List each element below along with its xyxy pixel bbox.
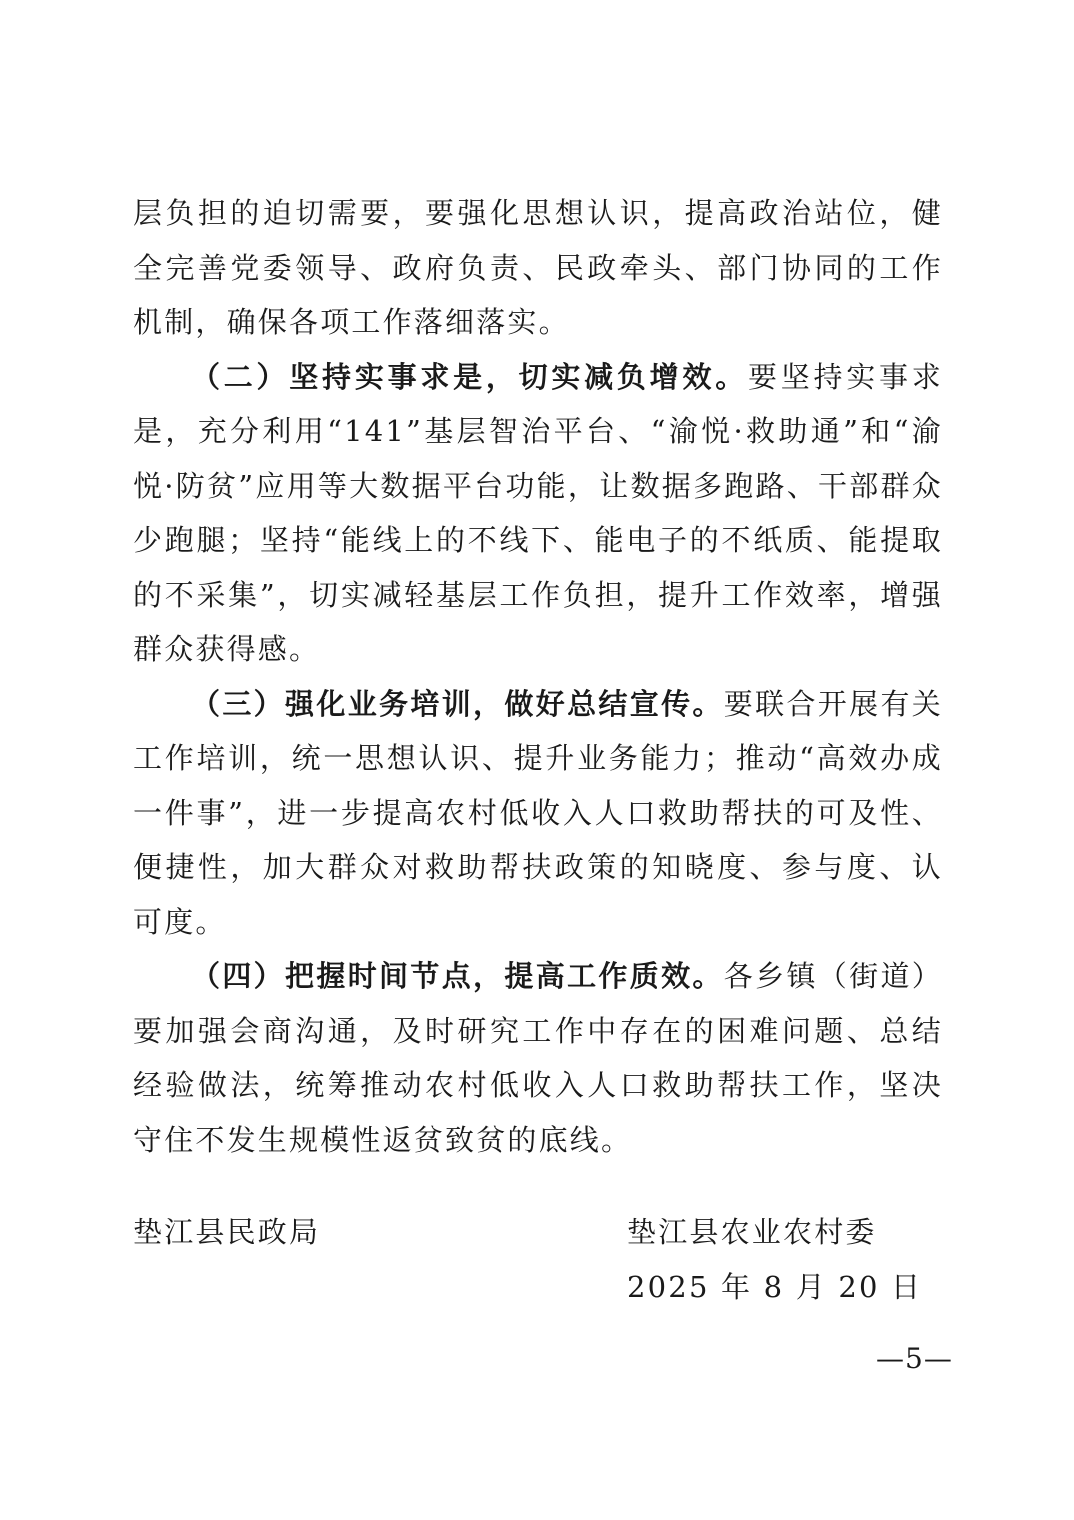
document-body xyxy=(133,186,943,1167)
section-heading: （二）坚持实事求是，切实减负增效。 xyxy=(191,359,748,394)
paragraph-text: 层负担的迫切需要，要强化思想认识，提高政治站位，健全完善党委领导、政府负责、民政牵头、部门协同的工作机制，确保各项工作落细落实。 xyxy=(133,196,943,339)
issue-date: 2025 年 8 月 20 日 xyxy=(627,1270,923,1304)
paragraph-section-three xyxy=(133,677,943,950)
paragraph-text: 要联合开展有关工作培训，统一思想认识、提升业务能力；推动“高效办成一件事”，进一步提高农村低收入人口救助帮扶的可及性、便捷性，加大群众对救助帮扶政策的知晓度、参与度、认可度。 xyxy=(133,686,943,939)
page-number: —5— xyxy=(876,1342,953,1375)
signer-agriculture-committee: 垫江县农业农村委 xyxy=(627,1215,877,1249)
signer-civil-affairs-bureau: 垫江县民政局 xyxy=(133,1215,321,1249)
section-heading: （四）把握时间节点，提高工作质效。 xyxy=(191,959,724,993)
section-heading: （三）强化业务培训，做好总结宣传。 xyxy=(191,686,724,721)
paragraph-section-two xyxy=(133,350,943,677)
paragraph-section-four xyxy=(133,949,943,1167)
paragraph-text: 要坚持实事求是，充分利用“141”基层智治平台、“渝悦·救助通”和“渝悦·防贫”应用等大数据平台功能，让数据多跑路、干部群众少跑腿；坚持“能线上的不线下、能电子的不纸质、能提取的不采集”，切实减轻基层工作负担，提升工作效率，增强群众获得感。 xyxy=(133,359,944,666)
paragraph-text: 各乡镇（街道）要加强会商沟通，及时研究工作中存在的困难问题、总结经验做法，统筹推动农村低收入人口救助帮扶工作，坚决守住不发生规模性返贫致贫的底线。 xyxy=(133,959,943,1157)
paragraph-continuation xyxy=(133,186,943,350)
